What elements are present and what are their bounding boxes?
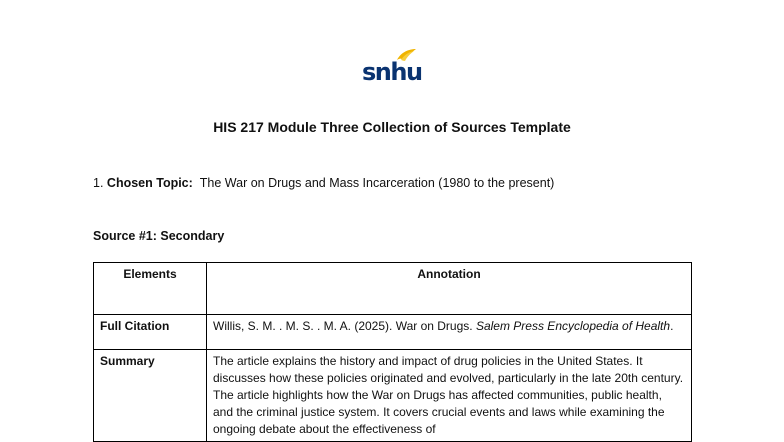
topic-number: 1. xyxy=(93,176,104,190)
snhu-logo xyxy=(362,48,422,88)
source-heading: Source #1: Secondary xyxy=(93,229,225,243)
citation-end: . xyxy=(670,319,674,333)
summary-label: Summary xyxy=(94,350,207,442)
citation-source-title: Salem Press Encyclopedia of Health xyxy=(475,319,671,333)
full-citation-label: Full Citation xyxy=(94,315,207,350)
document-title: HIS 217 Module Three Collection of Sources Template xyxy=(213,119,571,135)
table-header-row xyxy=(94,263,692,315)
topic-label: Chosen Topic: xyxy=(106,176,193,190)
source-table xyxy=(93,262,692,442)
topic-value: The War on Drugs and Mass Incarceration (1980 to the present) xyxy=(199,176,555,190)
logo-text: snhu xyxy=(362,58,422,86)
table-row xyxy=(94,315,692,350)
table-row xyxy=(94,350,692,442)
summary-text: The article explains the history and impact of drug policies in the United States. It discusses how these policies originated and evolved, particularly in the late 20th century. The article highlights how the War on Drugs has affected communities, public health, and the criminal justice system. It covers crucial events and laws while examining the ongoing debate about the effectiveness of xyxy=(207,350,692,442)
citation-text: Willis, S. M. . M. S. . M. A. (2025). War on Drugs. xyxy=(213,319,476,333)
header-annotation: Annotation xyxy=(207,263,692,315)
header-elements: Elements xyxy=(94,263,207,315)
full-citation-text xyxy=(207,315,692,350)
chosen-topic-line xyxy=(93,176,554,190)
